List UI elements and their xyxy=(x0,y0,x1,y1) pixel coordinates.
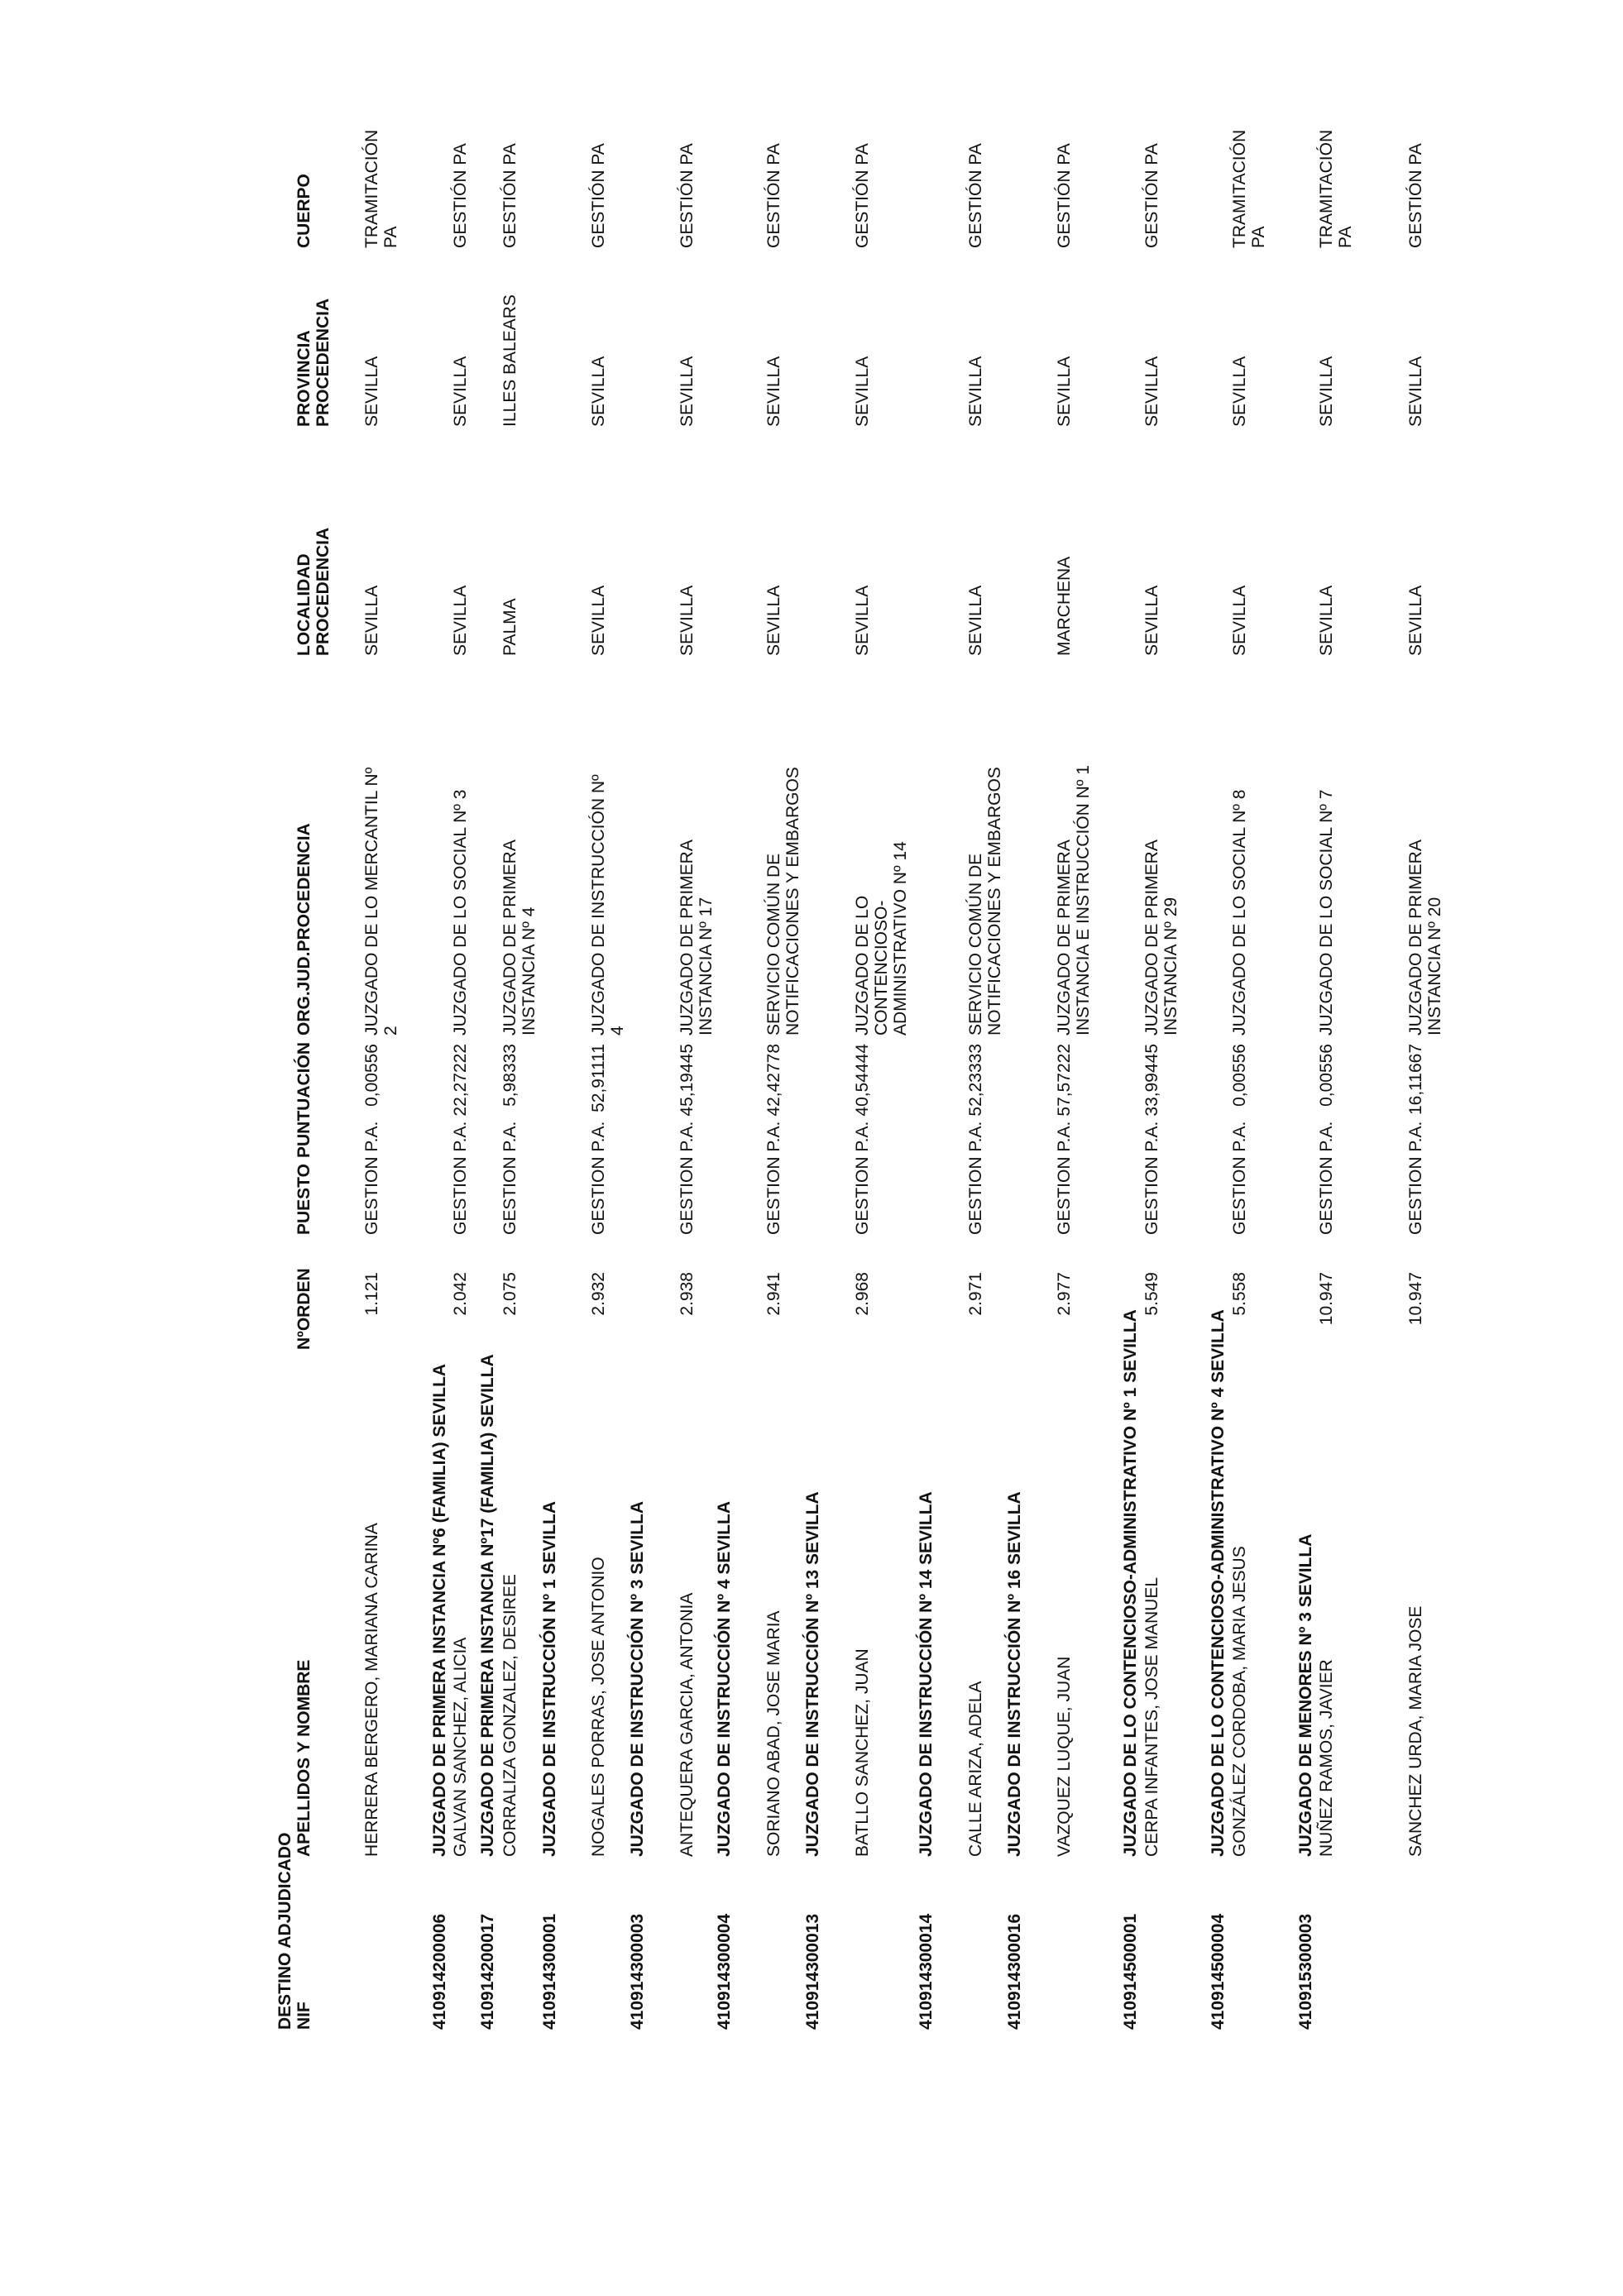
person-name: SORIANO ABAD, JOSE MARIA xyxy=(764,1610,783,1857)
order-number: 2.971 xyxy=(966,1272,985,1316)
score: 52,91111 xyxy=(589,1044,608,1112)
origin-province: SEVILLA xyxy=(1055,356,1074,427)
org-name: JUZGADO DE PRIMERA INSTANCIA Nº17 (FAMILIA) SEVILLA xyxy=(478,1354,497,1857)
corps: TRAMITACIÓN PA xyxy=(1317,129,1355,248)
org-code: 410914200017 xyxy=(478,1913,497,2030)
header-puesto: PUESTO xyxy=(294,1164,314,1235)
origin-province: SEVILLA xyxy=(966,356,985,427)
order-number: 2.977 xyxy=(1055,1272,1074,1316)
score: 16,11667 xyxy=(1406,1044,1425,1116)
org-code: 410914300013 xyxy=(803,1913,822,2030)
origin-locality: SEVILLA xyxy=(1142,585,1161,656)
order-number: 2.938 xyxy=(677,1272,697,1316)
org-code: 410914300001 xyxy=(540,1913,559,2030)
origin-locality: SEVILLA xyxy=(362,585,381,656)
corps: GESTIÓN PA xyxy=(966,143,985,248)
org-code: 410914300016 xyxy=(1005,1913,1024,2030)
corps: GESTIÓN PA xyxy=(853,143,872,248)
header-org-procedencia: ORG.JUD.PROCEDENCIA xyxy=(294,823,314,1036)
origin-locality: SEVILLA xyxy=(1317,585,1336,656)
post: GESTION P.A. xyxy=(966,1121,985,1235)
origin-province: SEVILLA xyxy=(589,356,608,427)
corps: GESTIÓN PA xyxy=(451,143,470,248)
person-name: HERRERA BERGERO, MARIANA CARINA xyxy=(362,1523,381,1857)
order-number: 2.042 xyxy=(451,1272,470,1316)
origin-province: SEVILLA xyxy=(1142,356,1161,427)
header-localidad: LOCALIDAD PROCEDENCIA xyxy=(294,527,333,656)
post: GESTION P.A. xyxy=(1055,1121,1074,1235)
origin-locality: SEVILLA xyxy=(1230,585,1249,656)
origin-locality: MARCHENA xyxy=(1055,556,1074,656)
post: GESTION P.A. xyxy=(500,1121,519,1235)
org-code: 410914300014 xyxy=(917,1913,936,2030)
post: GESTION P.A. xyxy=(1406,1121,1425,1235)
org-code: 410914300003 xyxy=(628,1913,647,2030)
post: GESTION P.A. xyxy=(1230,1121,1249,1235)
score: 22,27222 xyxy=(451,1044,470,1117)
origin-court: JUZGADO DE PRIMERA INSTANCIA Nº 4 xyxy=(500,839,539,1036)
person-name: CALLE ARIZA, ADELA xyxy=(966,1681,985,1857)
origin-court: JUZGADO DE PRIMERA INSTANCIA Nº 20 xyxy=(1406,839,1444,1036)
header-destino: DESTINO ADJUDICADO xyxy=(275,1832,294,2030)
origin-province: SEVILLA xyxy=(1317,356,1336,427)
header-provincia: PROVINCIA PROCEDENCIA xyxy=(294,298,333,427)
org-name: JUZGADO DE LO CONTENCIOSO-ADMINISTRATIVO Nº 1 SEVILLA xyxy=(1121,1309,1140,1857)
post: GESTION P.A. xyxy=(764,1121,783,1235)
score: 0,00556 xyxy=(362,1044,381,1107)
org-name: JUZGADO DE INSTRUCCIÓN Nº 3 SEVILLA xyxy=(628,1500,647,1857)
origin-locality: PALMA xyxy=(500,598,519,656)
org-code: 410914300004 xyxy=(715,1913,734,2030)
post: GESTION P.A. xyxy=(853,1121,872,1235)
origin-court: SERVICIO COMÚN DE NOTIFICACIONES Y EMBARGOS xyxy=(764,767,802,1036)
origin-locality: SEVILLA xyxy=(1406,585,1425,656)
origin-province: SEVILLA xyxy=(853,356,872,427)
corps: GESTIÓN PA xyxy=(764,143,783,248)
post: GESTION P.A. xyxy=(589,1121,608,1235)
corps: GESTIÓN PA xyxy=(500,143,519,248)
org-code: 410914200006 xyxy=(430,1913,449,2030)
score: 5,98333 xyxy=(500,1044,519,1107)
person-name: NOGALES PORRAS, JOSE ANTONIO xyxy=(589,1557,608,1857)
origin-court: SERVICIO COMÚN DE NOTIFICACIONES Y EMBARGOS xyxy=(966,767,1004,1036)
origin-locality: SEVILLA xyxy=(589,585,608,656)
origin-locality: SEVILLA xyxy=(764,585,783,656)
corps: GESTIÓN PA xyxy=(1055,143,1074,248)
corps: GESTIÓN PA xyxy=(677,143,697,248)
post: GESTION P.A. xyxy=(451,1121,470,1235)
score: 45,19445 xyxy=(677,1044,697,1117)
person-name: CERPA INFANTES, JOSE MANUEL xyxy=(1142,1576,1161,1857)
order-number: 10.947 xyxy=(1406,1272,1425,1326)
org-name: JUZGADO DE MENORES Nº 3 SEVILLA xyxy=(1296,1533,1315,1857)
origin-court: JUZGADO DE LO MERCANTIL Nº 2 xyxy=(362,767,400,1036)
header-norden: NºORDEN xyxy=(294,1268,314,1350)
score: 42,42778 xyxy=(764,1044,783,1117)
score: 57,57222 xyxy=(1055,1044,1074,1117)
person-name: VAZQUEZ LUQUE, JUAN xyxy=(1055,1656,1074,1857)
origin-province: SEVILLA xyxy=(677,356,697,427)
org-code: 410914500001 xyxy=(1121,1913,1140,2030)
org-name: JUZGADO DE INSTRUCCIÓN Nº 1 SEVILLA xyxy=(540,1500,559,1857)
person-name: GALVAN SANCHEZ, ALICIA xyxy=(451,1637,470,1857)
corps: GESTIÓN PA xyxy=(1142,143,1161,248)
org-name: JUZGADO DE INSTRUCCIÓN Nº 16 SEVILLA xyxy=(1005,1491,1024,1857)
origin-province: SEVILLA xyxy=(451,356,470,427)
post: GESTION P.A. xyxy=(362,1121,381,1235)
org-name: JUZGADO DE INSTRUCCIÓN Nº 14 SEVILLA xyxy=(917,1491,936,1857)
origin-locality: SEVILLA xyxy=(451,585,470,656)
post: GESTION P.A. xyxy=(1317,1121,1336,1235)
post: GESTION P.A. xyxy=(677,1121,697,1235)
order-number: 2.075 xyxy=(500,1272,519,1316)
org-name: JUZGADO DE INSTRUCCIÓN Nº 13 SEVILLA xyxy=(803,1491,822,1857)
header-puntuacion: PUNTUACIÓN xyxy=(294,1042,314,1158)
order-number: 5.549 xyxy=(1142,1272,1161,1316)
header-cuerpo: CUERPO xyxy=(294,174,314,248)
origin-province: ILLES BALEARS xyxy=(500,294,519,427)
origin-court: JUZGADO DE LO CONTENCIOSO- ADMINISTRATIVO Nº 14 xyxy=(853,841,910,1036)
org-name: JUZGADO DE PRIMERA INSTANCIA Nº6 (FAMILIA) SEVILLA xyxy=(430,1363,449,1857)
origin-court: JUZGADO DE PRIMERA INSTANCIA E INSTRUCCIÓN Nº 1 xyxy=(1055,765,1093,1036)
origin-court: JUZGADO DE PRIMERA INSTANCIA Nº 29 xyxy=(1142,839,1180,1036)
order-number: 2.941 xyxy=(764,1272,783,1316)
corps: TRAMITACIÓN PA xyxy=(1230,129,1268,248)
order-number: 2.932 xyxy=(589,1272,608,1316)
score: 52,23333 xyxy=(966,1044,985,1117)
corps: GESTIÓN PA xyxy=(1406,143,1425,248)
order-number: 5.558 xyxy=(1230,1272,1249,1316)
origin-locality: SEVILLA xyxy=(677,585,697,656)
org-code: 410915300003 xyxy=(1296,1913,1315,2030)
header-apellidos: APELLIDOS Y NOMBRE xyxy=(294,1659,314,1857)
person-name: ANTEQUERA GARCIA, ANTONIA xyxy=(677,1592,697,1857)
score: 0,00556 xyxy=(1317,1044,1336,1107)
origin-court: JUZGADO DE LO SOCIAL Nº 7 xyxy=(1317,789,1336,1036)
person-name: GONZÁLEZ CORDOBA, MARIA JESUS xyxy=(1230,1546,1249,1857)
origin-province: SEVILLA xyxy=(1406,356,1425,427)
person-name: NUÑEZ RAMOS, JAVIER xyxy=(1317,1659,1336,1857)
score: 33,99445 xyxy=(1142,1044,1161,1117)
origin-court: JUZGADO DE LO SOCIAL Nº 8 xyxy=(1230,789,1249,1036)
origin-province: SEVILLA xyxy=(362,356,381,427)
origin-court: JUZGADO DE LO SOCIAL Nº 3 xyxy=(451,789,470,1036)
origin-locality: SEVILLA xyxy=(853,585,872,656)
corps: GESTIÓN PA xyxy=(589,143,608,248)
person-name: SANCHEZ URDA, MARIA JOSE xyxy=(1406,1605,1425,1857)
score: 0,00556 xyxy=(1230,1044,1249,1107)
person-name: CORRALIZA GONZALEZ, DESIREE xyxy=(500,1574,519,1857)
origin-locality: SEVILLA xyxy=(966,585,985,656)
order-number: 10.947 xyxy=(1317,1272,1336,1326)
org-name: JUZGADO DE INSTRUCCIÓN Nº 4 SEVILLA xyxy=(715,1500,734,1857)
origin-province: SEVILLA xyxy=(764,356,783,427)
order-number: 1.121 xyxy=(362,1272,381,1316)
origin-court: JUZGADO DE INSTRUCCIÓN Nº 4 xyxy=(589,774,627,1036)
post: GESTION P.A. xyxy=(1142,1121,1161,1235)
corps: TRAMITACIÓN PA xyxy=(362,129,400,248)
org-code: 410914500004 xyxy=(1209,1913,1228,2030)
score: 40,54444 xyxy=(853,1044,872,1117)
order-number: 2.968 xyxy=(853,1272,872,1316)
header-nif: NIF xyxy=(294,2002,314,2030)
org-name: JUZGADO DE LO CONTENCIOSO-ADMINISTRATIVO Nº 4 SEVILLA xyxy=(1209,1309,1228,1857)
origin-court: JUZGADO DE PRIMERA INSTANCIA Nº 17 xyxy=(677,839,716,1036)
person-name: BATLLO SANCHEZ, JUAN xyxy=(853,1648,872,1857)
origin-province: SEVILLA xyxy=(1230,356,1249,427)
